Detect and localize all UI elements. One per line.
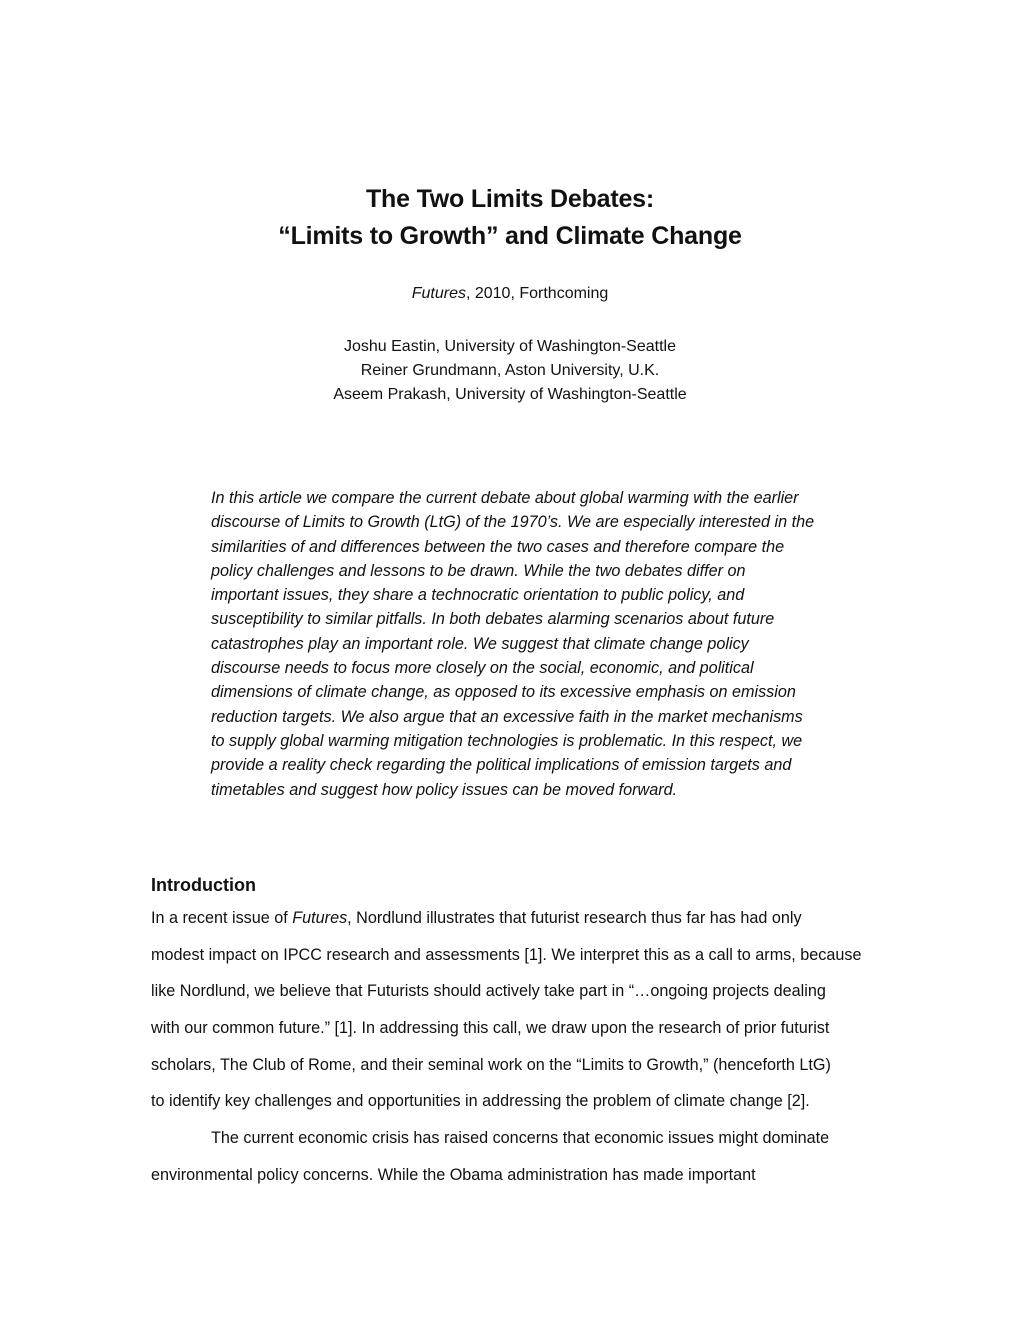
body-line: like Nordlund, we believe that Futurists should actively take part in “…ongoing projects dealing: [151, 982, 826, 1001]
abstract-line: to supply global warming mitigation technologies is problematic. In this respect, we: [211, 731, 803, 750]
body-line: to identify key challenges and opportunities in addressing the problem of climate change [2].: [151, 1092, 810, 1111]
author-line: Aseem Prakash, University of Washington-Seattle: [333, 386, 687, 403]
introduction-body: [151, 900, 951, 1194]
journal-name: Futures: [292, 909, 348, 927]
abstract-line: discourse of Limits to Growth (LtG) of the 1970’s. We are especially interested in the: [211, 513, 815, 532]
title-line-1: The Two Limits Debates:: [365, 185, 655, 213]
author-line: Joshu Eastin, University of Washington-Seattle: [343, 338, 676, 355]
author-line: Reiner Grundmann, Aston University, U.K.: [360, 362, 660, 379]
body-line: environmental policy concerns. While the Obama administration has made important: [151, 1165, 756, 1184]
section-heading-introduction: Introduction: [151, 875, 256, 895]
body-line: The current economic crisis has raised concerns that economic issues might dominate: [211, 1129, 830, 1148]
abstract-line: susceptibility to similar pitfalls. In both debates alarming scenarios about future: [211, 610, 775, 629]
body-line: with our common future.” [1]. In addressing this call, we draw upon the research of prior futurist: [151, 1019, 830, 1038]
citation-details: , 2010, Forthcoming: [465, 285, 609, 302]
body-line: scholars, The Club of Rome, and their seminal work on the “Limits to Growth,” (henceforth LtG): [151, 1055, 831, 1074]
citation-journal: Futures: [411, 285, 466, 302]
abstract: [211, 486, 901, 802]
abstract-line: policy challenges and lessons to be drawn. While the two debates differ on: [211, 561, 746, 580]
body-text: In a recent issue of: [151, 909, 293, 927]
abstract-line: important issues, they share a technocratic orientation to public policy, and: [211, 586, 745, 605]
abstract-line: similarities of and differences between the two cases and therefore compare the: [211, 537, 785, 556]
abstract-line: provide a reality check regarding the political implications of emission targets and: [211, 756, 792, 775]
abstract-line: timetables and suggest how policy issues can be moved forward.: [211, 780, 678, 799]
body-line: modest impact on IPCC research and assessments [1]. We interpret this as a call to arms, because: [151, 945, 862, 964]
abstract-line: discourse needs to focus more closely on the social, economic, and political: [211, 659, 754, 678]
body-text: , Nordlund illustrates that futurist research thus far has had only: [347, 909, 802, 927]
abstract-line: In this article we compare the current debate about global warming with the earlier: [211, 489, 799, 507]
abstract-line: dimensions of climate change, as opposed to its excessive emphasis on emission: [211, 683, 796, 702]
body-line: [151, 900, 951, 937]
abstract-line: catastrophes play an important role. We suggest that climate change policy: [211, 634, 749, 653]
abstract-line: reduction targets. We also argue that an excessive faith in the market mechanisms: [211, 707, 803, 726]
title-line-2: “Limits to Growth” and Climate Change: [278, 222, 742, 250]
citation: [0, 285, 1020, 303]
